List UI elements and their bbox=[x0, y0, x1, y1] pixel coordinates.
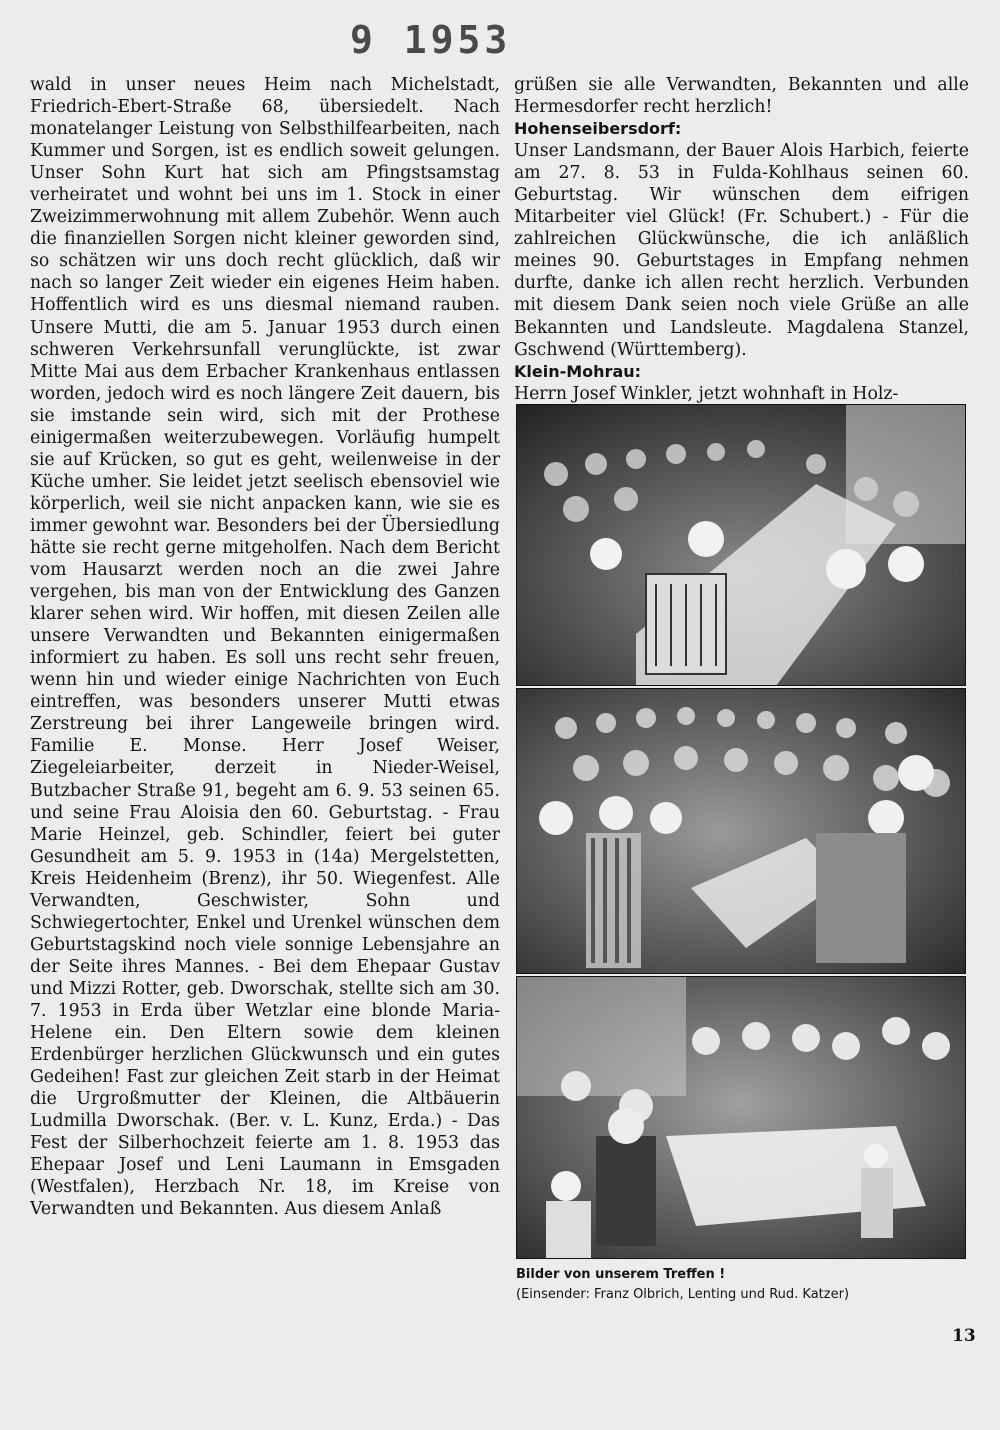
right-column bbox=[514, 74, 969, 405]
left-column bbox=[30, 74, 500, 1220]
caption-title: Bilder von unserem Treffen ! bbox=[516, 1267, 726, 1282]
hohenseibersdorf-text: Unser Landsmann, der Bauer Alois Harbich, feierte am 27. 8. 53 in Fulda-Kohlhaus seinen 60. Geburtstag. Wir wünschen dem eifrigen Mitarbeiter viel Glück! (Fr. Schubert.) - Für die zahlreichen Glückwünsche, die ich anläßlich meines 90. Geburtstages in Empfang nehmen durfte, danke ich allen recht herzlich. Verbunden mit diesem Dank seien noch viele Grüße an alle Bekannten und Landsleute. Magdalena Stanzel, Gschwend (Württemberg). bbox=[514, 141, 969, 360]
page-number: 13 bbox=[952, 1326, 976, 1346]
klein-mohrau-text: Herrn Josef Winkler, jetzt wohnhaft in Holz- bbox=[514, 383, 899, 404]
article-text-left: wald in unser neues Heim nach Michelstadt, Friedrich-Ebert-Straße 68, übersiedelt. Nach monatelanger Leistung von Selbsthilfearbeiten, nach Kummer und Sorgen, ist es endlich soweit gelungen. Unser Sohn Kurt hat sich am Pfingstsamstag verheiratet und wohnt bei uns im 1. Stock in einer Zweizimmerwohnung mit allem Zubehör. Wenn auch die finanziellen Sorgen nicht kleiner geworden sind, so schätzen wir uns doch recht glücklich, daß wir nach so langer Zeit wieder ein eigenes Heim haben. Hoffentlich wird es uns diesmal niemand rauben. Unsere Mutti, die am 5. Januar 1953 durch einen schweren Verkehrsunfall verunglückte, ist zwar Mitte Mai aus dem Erbacher Krankenhaus entlassen worden, jedoch wird es noch längere Zeit dauern, bis sie imstande sein wird, sich mit der Prothese einigermaßen weiterzubewegen. Vorläufig humpelt sie auf Krücken, so gut es geht, weilenweise in der Küche umher. Sie leidet jetzt seelisch ebensoviel wie körperlich, weil sie nicht anpacken kann, wie sie es immer gewohnt war. Besonders bei der Übersiedlung hätte sie recht gerne mitgeholfen. Nach dem Bericht vom Hausarzt werden noch an die zwei Jahre vergehen, bis man von der Entwicklung des Ganzen klarer sehen wird. Wir hoffen, mit diesen Zeilen alle unsere Verwandten und Bekannten einigermaßen informiert zu haben. Es soll uns recht sehr freuen, wenn hin und wieder einige Nachrichten von Euch eintreffen, was besonders unserer Mutti etwas Zerstreung bei ihrer Langeweile bringen wird. Familie E. Monse. Herr Josef Weiser, Ziegeleiarbeiter, derzeit in Nieder-Weisel, Butzbacher Straße 91, begeht am 6. 9. 53 seinen 65. und seine Frau Aloisia den 60. Geburtstag. - Frau Marie Heinzel, geb. Schindler, feiert bei guter Gesundheit am 5. 9. 1953 in (14a) Mergelstetten, Kreis Heidenheim (Brenz), ihr 50. Wiegenfest. Alle Verwandten, Geschwister, Sohn und Schwiegertochter, Enkel und Urenkel wünschen dem Geburtstagskind noch viele sonnige Lebensjahre an der Seite ihres Mannes. - Bei dem Ehepaar Gustav und Mizzi Rotter, geb. Dworschak, stellte sich am 30. 7. 1953 in Erda über Wetzlar eine blonde Maria-Helene ein. Den Eltern sowie dem kleinen Erdenbürger herzlichen Glückwunsch und ein gutes Gedeihen! Fast zur gleichen Zeit starb in der Heimat die Urgroßmutter der Kleinen, die Altbäuerin Ludmilla Dworschak. (Ber. v. L. Kunz, Erda.) - Das Fest der Silberhochzeit feierte am 1. 8. 1953 das Ehepaar Josef und Leni Laumann in Emsgaden (Westfalen), Herzbach Nr. 18, im Kreise von Verwandten und Bekannten. Aus diesem Anlaß bbox=[30, 75, 500, 1220]
photo-accordion-gathering bbox=[516, 404, 966, 686]
intro-text: grüßen sie alle Verwandten, Bekannten und alle Hermesdorfer recht herzlich! bbox=[514, 75, 969, 118]
heading-klein-mohrau: Klein-Mohrau: bbox=[514, 361, 642, 381]
photo-crowded-hall bbox=[516, 688, 966, 974]
heading-hohenseibersdorf: Hohenseibersdorf: bbox=[514, 119, 682, 139]
caption-credit: (Einsender: Franz Olbrich, Lenting und Rud. Katzer) bbox=[516, 1287, 850, 1302]
photo-caption bbox=[516, 1265, 966, 1305]
photo-family-table bbox=[516, 976, 966, 1259]
photo-stack bbox=[516, 404, 966, 1259]
date-stamp: 9 1953 bbox=[350, 18, 512, 62]
